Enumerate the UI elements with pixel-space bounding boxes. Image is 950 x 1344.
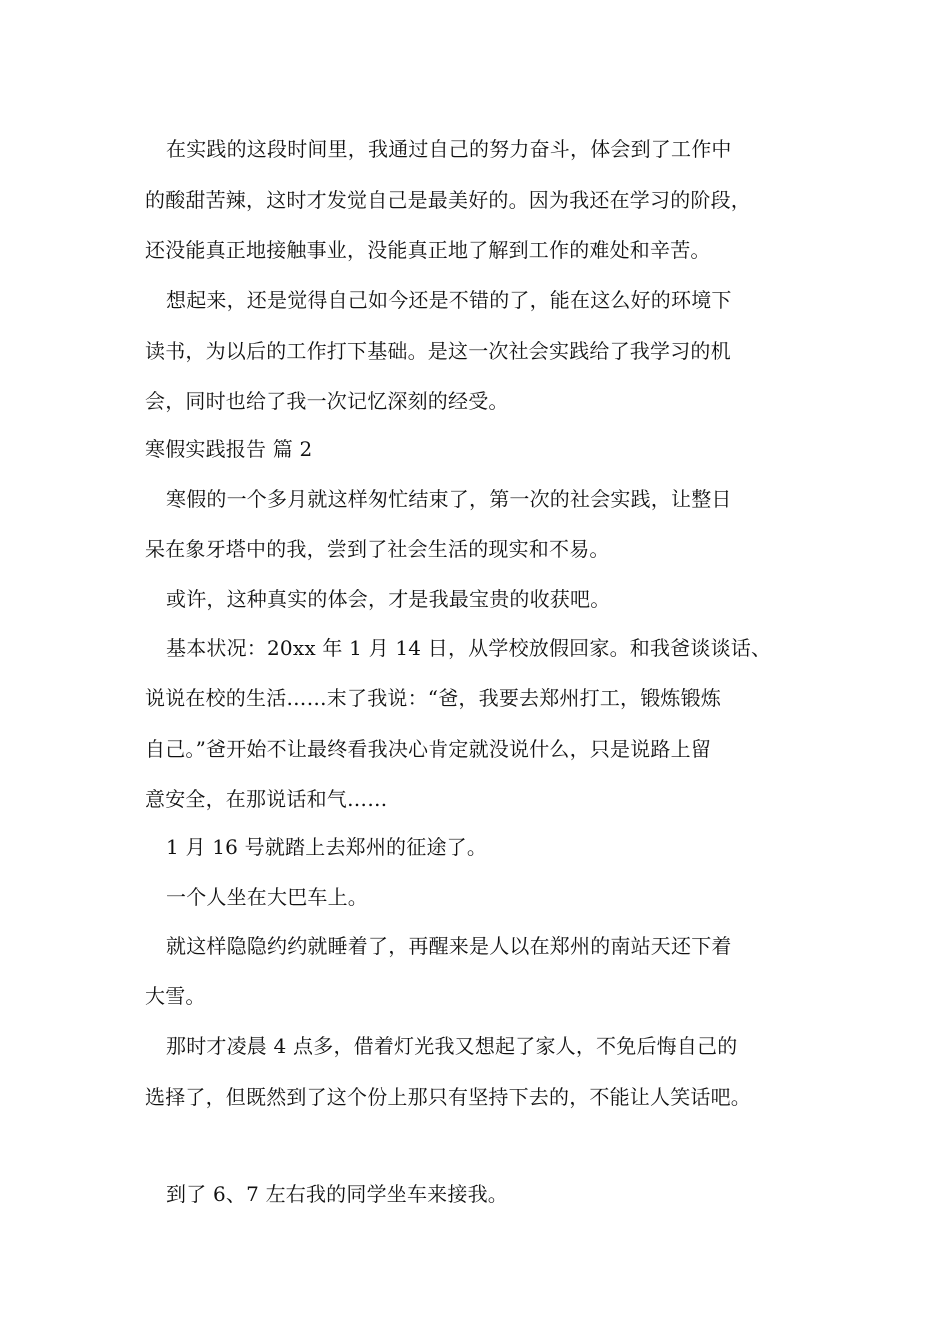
paragraph-line: 还没能真正地接触事业，没能真正地了解到工作的难处和辛苦。 bbox=[145, 238, 711, 262]
paragraph-line: 寒假的一个多月就这样匆忙结束了，第一次的社会实践，让整日 bbox=[166, 487, 732, 511]
section-heading: 寒假实践报告 篇 2 bbox=[145, 437, 313, 461]
paragraph-line: 说说在校的生活……末了我说：“爸，我要去郑州打工，锻炼锻炼 bbox=[145, 686, 722, 710]
paragraph-line: 一个人坐在大巴车上。 bbox=[166, 885, 368, 909]
paragraph-line: 自己。”爸开始不让最终看我决心肯定就没说什么，只是说路上留 bbox=[145, 737, 712, 761]
paragraph-line: 会，同时也给了我一次记忆深刻的经受。 bbox=[145, 389, 509, 413]
paragraph-line: 的酸甜苦辣，这时才发觉自己是最美好的。因为我还在学习的阶段， bbox=[145, 188, 751, 212]
paragraph-line: 基本状况：20xx 年 1 月 14 日，从学校放假回家。和我爸谈谈话、 bbox=[166, 636, 772, 660]
paragraph-line: 选择了，但既然到了这个份上那只有坚持下去的，不能让人笑话吧。 bbox=[145, 1085, 751, 1109]
paragraph-line: 意安全，在那说话和气…… bbox=[145, 787, 388, 811]
paragraph-line: 到了 6、7 左右我的同学坐车来接我。 bbox=[166, 1182, 508, 1206]
paragraph-line: 就这样隐隐约约就睡着了，再醒来是人以在郑州的南站天还下着 bbox=[166, 934, 732, 958]
paragraph-line: 在实践的这段时间里，我通过自己的努力奋斗，体会到了工作中 bbox=[166, 137, 732, 161]
paragraph-line: 那时才凌晨 4 点多，借着灯光我又想起了家人，不免后悔自己的 bbox=[166, 1034, 738, 1058]
paragraph-line: 大雪。 bbox=[145, 984, 206, 1008]
paragraph-line: 想起来，还是觉得自己如今还是不错的了，能在这么好的环境下 bbox=[166, 288, 732, 312]
paragraph-line: 呆在象牙塔中的我，尝到了社会生活的现实和不易。 bbox=[145, 537, 610, 561]
paragraph-line: 读书，为以后的工作打下基础。是这一次社会实践给了我学习的机 bbox=[145, 339, 731, 363]
paragraph-line: 或许，这种真实的体会，才是我最宝贵的收获吧。 bbox=[166, 587, 611, 611]
paragraph-line: 1 月 16 号就踏上去郑州的征途了。 bbox=[166, 835, 488, 859]
